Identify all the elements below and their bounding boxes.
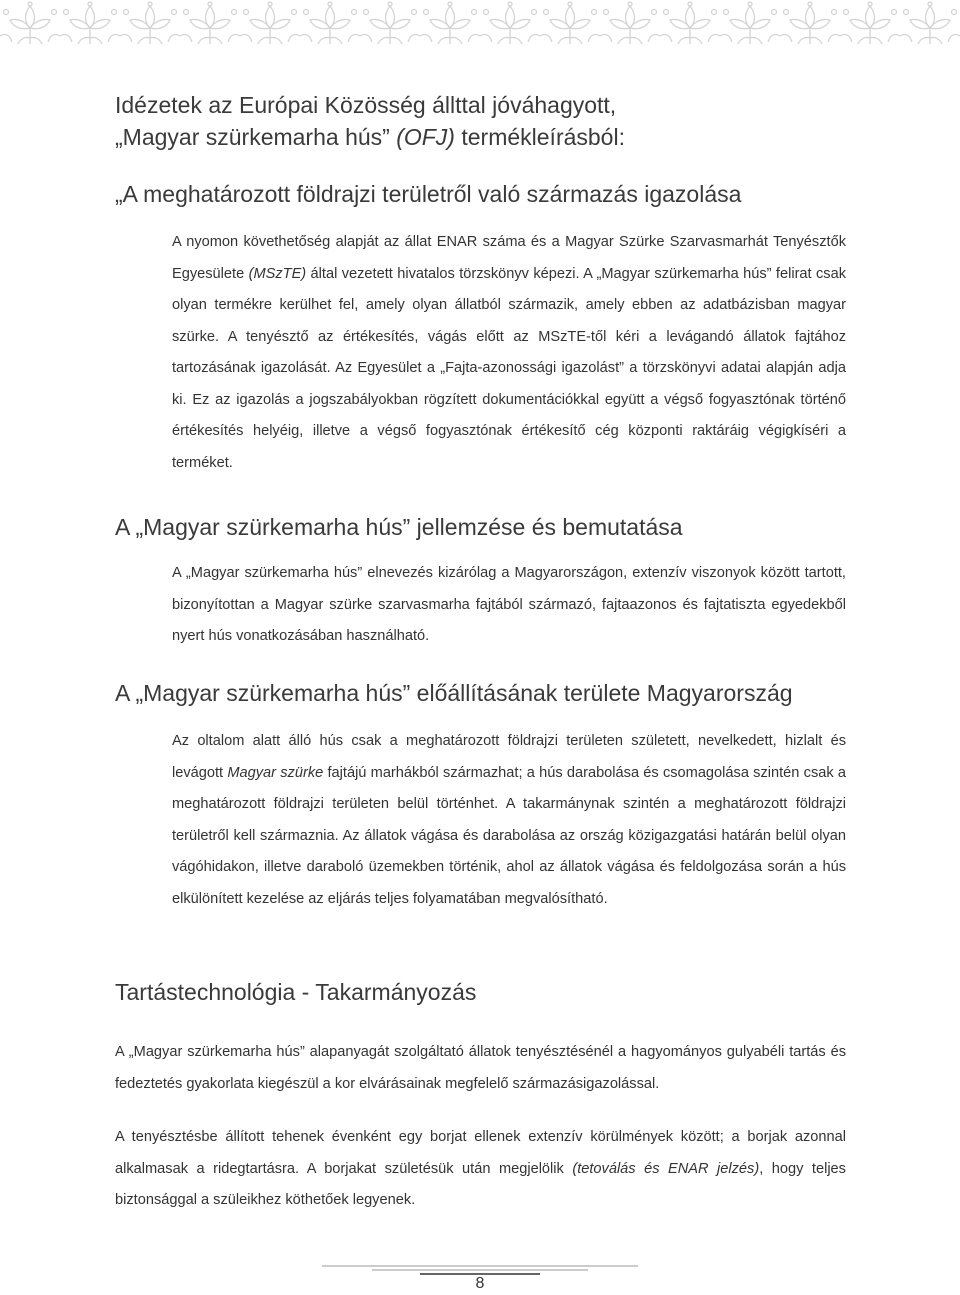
page-number: 8 bbox=[475, 1275, 485, 1292]
paragraph-production-end: fajtájú marhákból származhat; a hús darabolása és csomagolása szintén csak a meghatározott földrajzi területen belül történhet. A takarmánynak szintén a meghatározott földrajzi területről kell származnia. Az állatok vágása és darabolása az ország közigazgatási határán belül olyan vágóhidakon, illetve daraboló üzemekben történik, ahol az állatok vágása és feldolgozása során a hús elkülönített kezelése az eljárás teljes folyamatában megvalósítható. bbox=[172, 764, 847, 907]
paragraph-husbandry-2-italic: (tetoválás és ENAR jelzés) bbox=[572, 1160, 760, 1177]
document-title bbox=[115, 89, 875, 153]
folk-ornament-icon bbox=[0, 0, 960, 52]
title-line-2-start: „Magyar szürkemarha hús” bbox=[115, 124, 397, 150]
paragraph-husbandry-2-end: , hogy teljes biztonsággal a szüleikhez köthetőek legyenek. bbox=[115, 1160, 846, 1208]
section-heading-characteristics: A „Magyar szürkemarha hús” jellemzése és bemutatása bbox=[115, 514, 683, 540]
paragraph-production-area bbox=[172, 726, 846, 915]
paragraph-origin-end: által vezetett hivatalos törzskönyv képezi. A „Magyar szürkemarha hús” felirat csak olyan termékre kerülhet fel, amely olyan állatból származik, amely ebben az adatbázisban magyar szürke. A tenyésztő az értékesítés, vágás előtt az MSzTE-től kéri a levágandó állatok fajtához tartozásának igazolását. Az Egyesület a „Fajta-azonossági igazolást” a törzskönyvi adatai alapján adja ki. Ez az igazolás a jogszabályokban rögzített dokumentációkkal együtt a végső fogyasztónak történő értékesítés helyéig, illetve a végső fogyasztónak értékesítő cég központi raktáráig végigkíséri a terméket. bbox=[172, 265, 846, 471]
paragraph-husbandry-2-start: A tenyésztésbe állított tehenek évenként egy borjat ellenek extenzív körülmények között; a borjak azonnal alkalmasak a ridegtartásra. A borjakat születésük után megjelölik bbox=[115, 1129, 846, 1177]
title-line-2-end: termékleírásból: bbox=[454, 124, 625, 150]
paragraph-production-italic: Magyar szürke bbox=[227, 764, 324, 781]
title-line-1: Idézetek az Európai Közösség állttal jóváhagyott, bbox=[115, 92, 617, 118]
decorative-border bbox=[0, 0, 960, 52]
section-heading-origin: „A meghatározott földrajzi területről való származás igazolása bbox=[115, 181, 742, 207]
paragraph-production-start: Az oltalom alatt álló hús csak a meghatározott földrajzi területen született, nevelkedett, hizlalt és levágott bbox=[172, 733, 846, 781]
title-line-2-italic: (OFJ) bbox=[396, 124, 455, 150]
section-heading-production-area: A „Magyar szürkemarha hús” előállításának területe Magyarország bbox=[115, 680, 793, 706]
paragraph-husbandry-2 bbox=[115, 1122, 846, 1217]
paragraph-origin-italic: (MSzTE) bbox=[248, 265, 307, 282]
paragraph-characteristics: A „Magyar szürkemarha hús” elnevezés kizárólag a Magyarországon, extenzív viszonyok között tartott, bizonyítottan a Magyar szürke szarvasmarha fajtából származó, fajtaazonos és fajtatiszta egyedekből nyert hús vonatkozásában használható. bbox=[172, 565, 846, 644]
paragraph-origin-start: A nyomon követhetőség alapját az állat ENAR száma és a Magyar Szürke Szarvasmarhát Tenyésztők Egyesülete bbox=[172, 234, 846, 282]
paragraph-husbandry-1: A „Magyar szürkemarha hús” alapanyagát szolgáltató állatok tenyésztésénél a hagyományos gulyabéli tartás és fedeztetés gyakorlata kiegészül a kor elvárásainak megfelelő származásigazolással. bbox=[115, 1044, 846, 1092]
paragraph-origin bbox=[172, 227, 846, 479]
section-heading-husbandry: Tartástechnológia - Takarmányozás bbox=[115, 979, 477, 1005]
